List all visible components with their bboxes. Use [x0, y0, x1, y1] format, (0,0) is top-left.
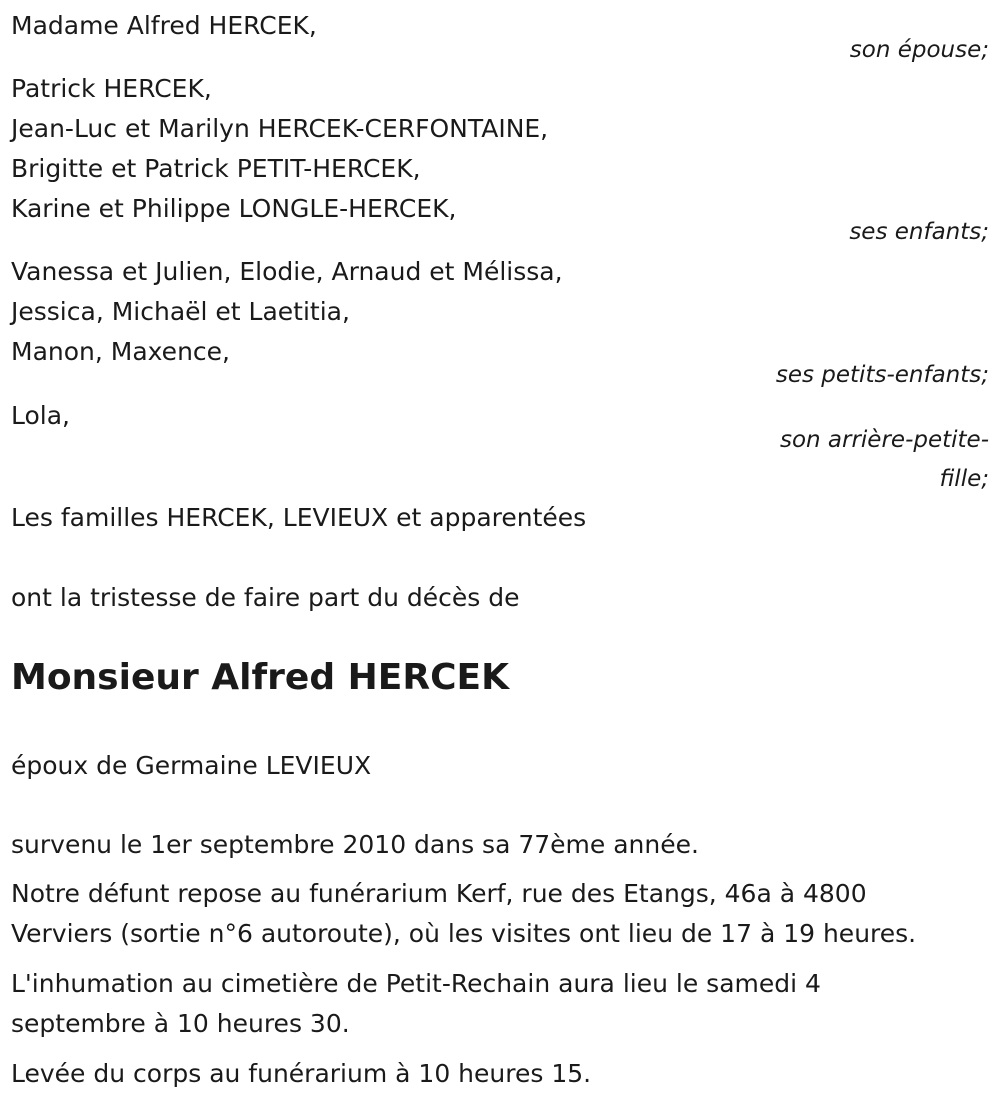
repose-line2: Verviers (sortie n°6 autoroute), où les visites ont lieu de 17 à 19 heures.: [11, 919, 917, 948]
child-name: Jean-Luc et Marilyn HERCEK-CERFONTAINE,: [11, 114, 549, 143]
burial-line2: septembre à 10 heures 30.: [11, 1009, 350, 1038]
spouse-role: son épouse;: [849, 37, 989, 63]
great-grandchild-role-line2: fille;: [939, 466, 989, 492]
announcement-line: ont la tristesse de faire part du décès de: [11, 583, 520, 612]
burial-line1: L'inhumation au cimetière de Petit-Rechain aura lieu le samedi 4: [11, 969, 821, 998]
child-name: Patrick HERCEK,: [11, 74, 212, 103]
grandchild-name: Vanessa et Julien, Elodie, Arnaud et Mélissa,: [11, 257, 563, 286]
families-line: Les familles HERCEK, LEVIEUX et apparentées: [11, 503, 587, 532]
spouse-of-line: époux de Germaine LEVIEUX: [11, 751, 372, 780]
levee-line: Levée du corps au funérarium à 10 heures 15.: [11, 1059, 592, 1088]
repose-line1: Notre défunt repose au funérarium Kerf, rue des Etangs, 46a à 4800: [11, 879, 867, 908]
great-grandchild-name: Lola,: [11, 401, 70, 430]
grandchild-name: Manon, Maxence,: [11, 337, 230, 366]
grandchild-name: Jessica, Michaël et Laetitia,: [11, 297, 350, 326]
children-role: ses enfants;: [849, 219, 989, 245]
child-name: Brigitte et Patrick PETIT-HERCEK,: [11, 154, 421, 183]
great-grandchild-role-line1: son arrière-petite-: [779, 427, 989, 453]
death-date-line: survenu le 1er septembre 2010 dans sa 77ème année.: [11, 830, 699, 859]
child-name: Karine et Philippe LONGLE-HERCEK,: [11, 194, 457, 223]
spouse-name: Madame Alfred HERCEK,: [11, 11, 317, 40]
deceased-name: Monsieur Alfred HERCEK: [11, 657, 509, 698]
grandchildren-role: ses petits-enfants;: [775, 362, 989, 388]
